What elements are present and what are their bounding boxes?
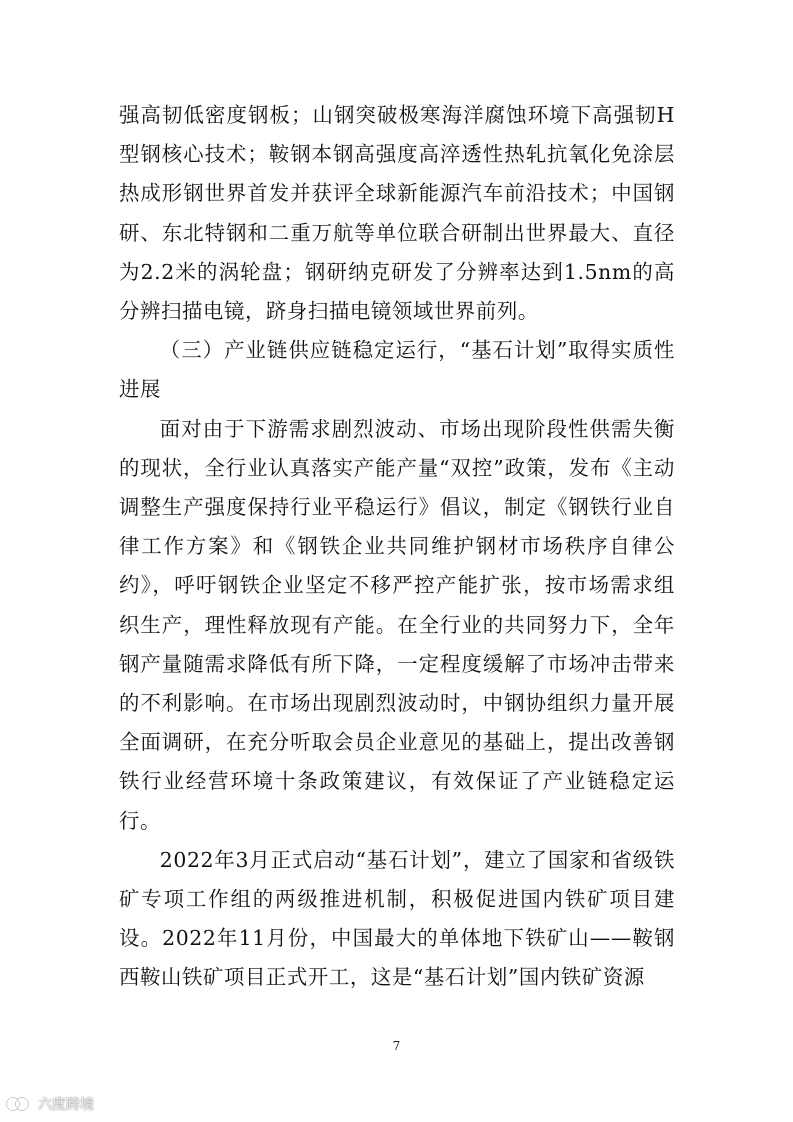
watermark-text: 六度跨境 [38, 1097, 94, 1113]
section-heading: （三）产业链供应链稳定运行，“基石计划”取得实质性进展 [119, 338, 675, 402]
logo-mark-icon [6, 1095, 34, 1113]
paragraph-continued: 强高韧低密度钢板；山钢突破极寒海洋腐蚀环境下高强韧H型钢核心技术；鞍钢本钢高强度高淬透性热轧抗氧化免涂层热成形钢世界首发并获评全球新能源汽车前沿技术；中国钢研、东北特钢和二重万航等单位联合研制出世界最大、直径为2.2米的涡轮盘；钢研纳克研发了分辨率达到1.5nm的高分辨扫描电镜，跻身扫描电镜领域世界前列。 [119, 103, 675, 324]
page-number: 7 [392, 1039, 401, 1053]
paragraph: 2022年3月正式启动“基石计划”，建立了国家和省级铁矿专项工作组的两级推进机制，积极促进国内铁矿项目建设。2022年11月份，中国最大的单体地下铁矿山——鞍钢西鞍山铁矿项目正式开工，这是“基石计划”国内铁矿资源 [119, 847, 675, 990]
watermark [6, 1094, 94, 1114]
paragraph: 面对由于下游需求剧烈波动、市场出现阶段性供需失衡的现状，全行业认真落实产能产量“双控”政策，发布《主动调整生产强度保持行业平稳运行》倡议，制定《钢铁行业自律工作方案》和《钢铁企业共同维护钢材市场秩序自律公约》，呼吁钢铁企业坚定不移严控产能扩张，按市场需求组织生产，理性释放现有产能。在全行业的共同努力下，全年钢产量随需求降低有所下降，一定程度缓解了市场冲击带来的不利影响。在市场出现剧烈波动时，中钢协组织力量开展全面调研，在充分听取会员企业意见的基础上，提出改善钢铁行业经营环境十条政策建议，有效保证了产业链稳定运行。 [119, 416, 675, 833]
document-body [119, 96, 675, 998]
